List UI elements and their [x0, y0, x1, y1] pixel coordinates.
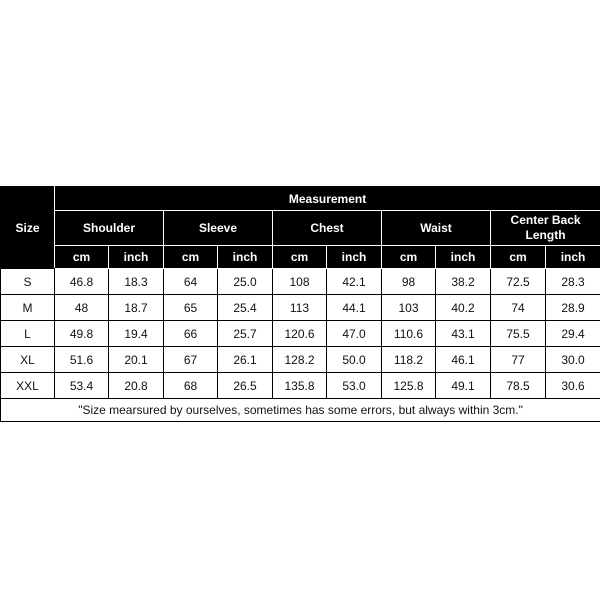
- table-cell: 25.4: [218, 295, 273, 321]
- table-cell: 18.7: [109, 295, 164, 321]
- table-cell: 26.1: [218, 347, 273, 373]
- unit-header: cm: [55, 246, 109, 269]
- table-cell: 113: [273, 295, 327, 321]
- table-cell: 110.6: [382, 321, 436, 347]
- table-cell: 46.1: [436, 347, 491, 373]
- table-cell: 18.3: [109, 269, 164, 295]
- measurement-header: Measurement: [55, 187, 600, 211]
- table-cell: 28.9: [546, 295, 600, 321]
- table-cell: 29.4: [546, 321, 600, 347]
- table-cell: 125.8: [382, 373, 436, 399]
- size-cell: XL: [1, 347, 55, 373]
- size-cell: XXL: [1, 373, 55, 399]
- group-header-chest: Chest: [273, 211, 382, 246]
- unit-header: inch: [327, 246, 382, 269]
- unit-header: cm: [164, 246, 218, 269]
- table-cell: 47.0: [327, 321, 382, 347]
- table-cell: 118.2: [382, 347, 436, 373]
- unit-header: cm: [382, 246, 436, 269]
- table-cell: 25.7: [218, 321, 273, 347]
- table-cell: 26.5: [218, 373, 273, 399]
- unit-header: inch: [546, 246, 600, 269]
- group-header-sleeve: Sleeve: [164, 211, 273, 246]
- table-cell: 38.2: [436, 269, 491, 295]
- unit-header: inch: [109, 246, 164, 269]
- table-cell: 75.5: [491, 321, 546, 347]
- table-cell: 44.1: [327, 295, 382, 321]
- table-cell: 42.1: [327, 269, 382, 295]
- table-cell: 49.8: [55, 321, 109, 347]
- unit-header: inch: [436, 246, 491, 269]
- table-cell: 103: [382, 295, 436, 321]
- table-cell: 108: [273, 269, 327, 295]
- table-row: [1, 373, 600, 399]
- size-cell: S: [1, 269, 55, 295]
- table-cell: 20.1: [109, 347, 164, 373]
- table-cell: 53.4: [55, 373, 109, 399]
- table-cell: 135.8: [273, 373, 327, 399]
- group-header-shoulder: Shoulder: [55, 211, 164, 246]
- table-cell: 46.8: [55, 269, 109, 295]
- size-chart-table: [0, 186, 600, 422]
- table-cell: 40.2: [436, 295, 491, 321]
- table-cell: 43.1: [436, 321, 491, 347]
- table-cell: 67: [164, 347, 218, 373]
- table-row: [1, 269, 600, 295]
- measurement-note: "Size mearsured by ourselves, sometimes has some errors, but always within 3cm.": [1, 399, 600, 422]
- table-cell: 77: [491, 347, 546, 373]
- size-cell: L: [1, 321, 55, 347]
- table-row: [1, 347, 600, 373]
- table-cell: 74: [491, 295, 546, 321]
- table-cell: 30.0: [546, 347, 600, 373]
- table-cell: 20.8: [109, 373, 164, 399]
- unit-header: cm: [491, 246, 546, 269]
- table-cell: 25.0: [218, 269, 273, 295]
- table-cell: 65: [164, 295, 218, 321]
- table-row: [1, 321, 600, 347]
- table-cell: 120.6: [273, 321, 327, 347]
- table-cell: 64: [164, 269, 218, 295]
- table-cell: 49.1: [436, 373, 491, 399]
- size-cell: M: [1, 295, 55, 321]
- table-cell: 48: [55, 295, 109, 321]
- table-cell: 19.4: [109, 321, 164, 347]
- size-header: Size: [1, 187, 55, 269]
- table-cell: 51.6: [55, 347, 109, 373]
- table-cell: 30.6: [546, 373, 600, 399]
- group-header-waist: Waist: [382, 211, 491, 246]
- table-cell: 78.5: [491, 373, 546, 399]
- table-cell: 98: [382, 269, 436, 295]
- table-cell: 28.3: [546, 269, 600, 295]
- group-header-center-back-length: Center Back Length: [491, 211, 600, 246]
- table-row: [1, 295, 600, 321]
- unit-header: inch: [218, 246, 273, 269]
- table-cell: 50.0: [327, 347, 382, 373]
- table-cell: 128.2: [273, 347, 327, 373]
- table-cell: 72.5: [491, 269, 546, 295]
- unit-header: cm: [273, 246, 327, 269]
- table-cell: 68: [164, 373, 218, 399]
- table-cell: 66: [164, 321, 218, 347]
- table-cell: 53.0: [327, 373, 382, 399]
